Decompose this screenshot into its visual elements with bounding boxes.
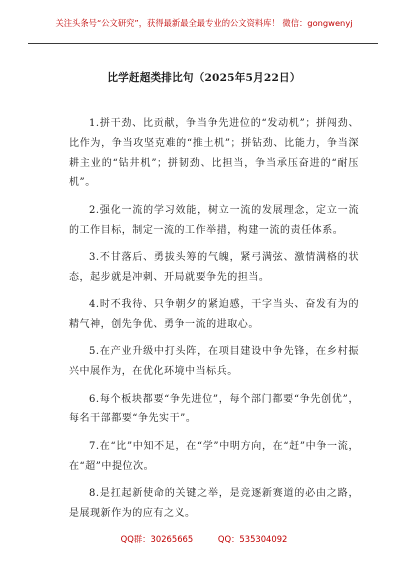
paragraph-6: 6.每个板块都要“争先进位”，每个部门都要“争先创优”，每名干部都要“争先实干”。 — [69, 393, 359, 425]
paragraph-8: 8.是扛起新使命的关键之举，是竞逐新赛道的必由之路，是展现新作为的应有之义。 — [69, 487, 359, 519]
document-title: 比学赶超类排比句（2025年5月22日） — [107, 72, 301, 84]
footer-qq: QQ：535304092 — [217, 534, 288, 544]
paragraph-7: 7.在“比”中知不足，在“学”中明方向，在“赶”中争一流，在“超”中提位次。 — [69, 440, 359, 472]
footer-qq-group: QQ群：30265665 — [120, 534, 194, 544]
paragraph-2: 2.强化一流的学习效能，树立一流的发展理念，定立一流的工作目标，制定一流的工作举措，构建一流的责任体系。 — [69, 204, 359, 236]
paragraph-3: 3.不甘落后、勇拔头筹的气魄，紧弓满弦、激情满格的状态，起步就是冲刺、开局就要争先的担当。 — [69, 251, 359, 283]
paragraph-1: 1.拼干劲、比贡献，争当争先进位的“发动机”；拼闯劲、比作为，争当攻坚克难的“推土机”；拼钻劲、比能力，争当深耕主业的“钻井机”；拼韧劲、比担当，争当承压奋进的“耐压机”。 — [69, 118, 359, 189]
header-note: 关注头条号“公文研究”，获得最新最全最专业的公文资料库！ 微信：gongwenyj — [55, 18, 353, 28]
paragraph-4: 4.时不我待、只争朝夕的紧迫感，干字当头、奋发有为的精气神，创先争优、勇争一流的进取心。 — [69, 299, 359, 330]
paragraph-5: 5.在产业升级中打头阵，在项目建设中争先锋，在乡村振兴中展作为，在优化环境中当标兵。 — [69, 346, 359, 378]
footer-contact — [0, 533, 408, 545]
document-body — [69, 114, 359, 531]
header-divider — [28, 43, 378, 44]
